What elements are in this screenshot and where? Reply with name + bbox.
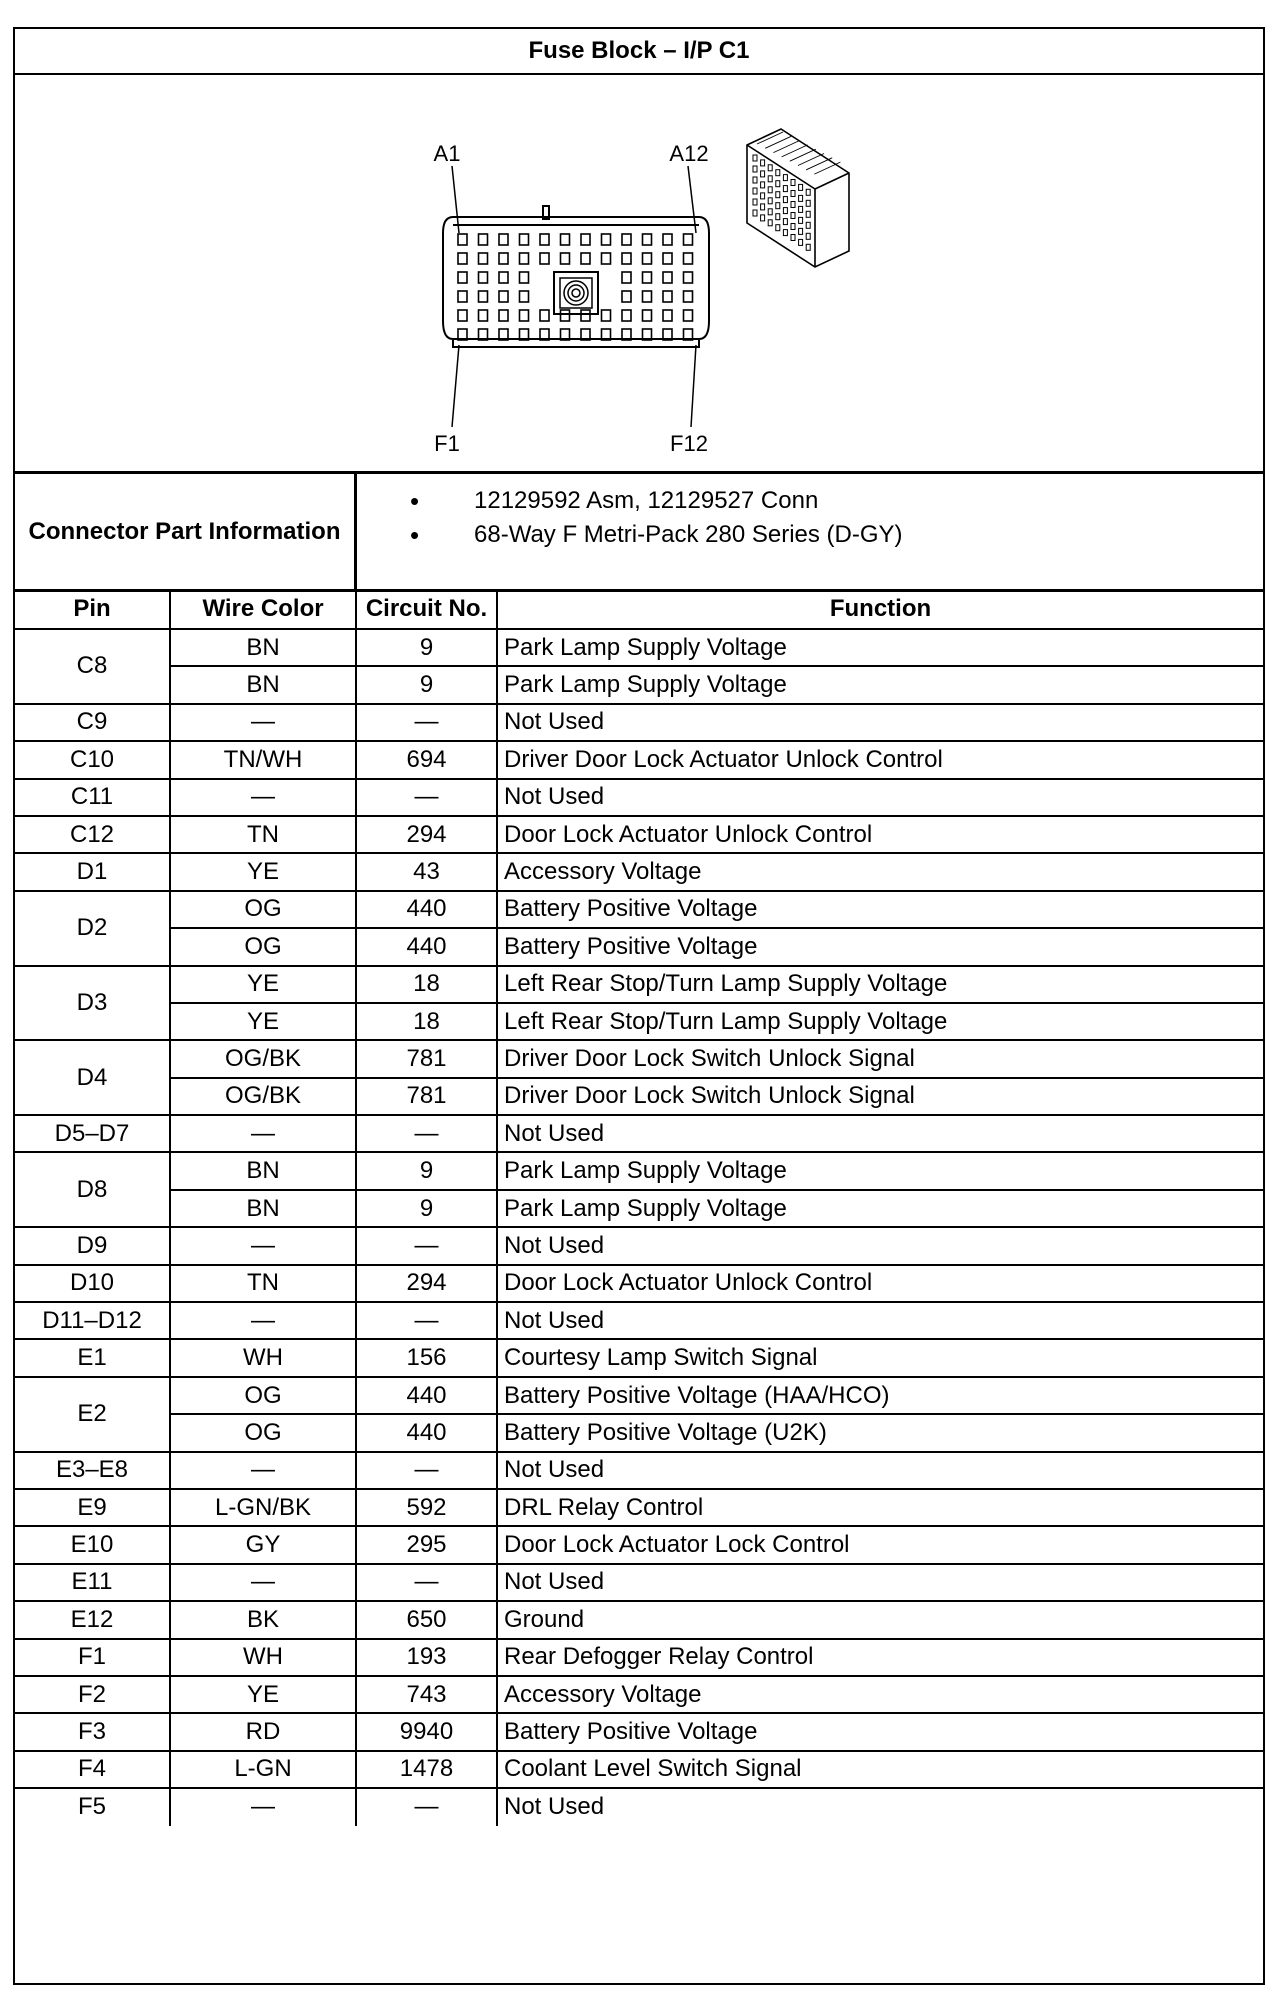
circuit-cell: 9940 bbox=[356, 1713, 497, 1750]
pin-label-a1: A1 bbox=[433, 141, 461, 166]
pin-cavity bbox=[622, 272, 631, 283]
function-cell: Left Rear Stop/Turn Lamp Supply Voltage bbox=[497, 1003, 1263, 1040]
pin-cavity bbox=[663, 291, 672, 302]
iso-pin-cavity bbox=[768, 198, 772, 204]
pin-cavity bbox=[479, 253, 488, 264]
table-row bbox=[15, 966, 1263, 1003]
function-cell: Park Lamp Supply Voltage bbox=[497, 666, 1263, 703]
pin-cavity bbox=[520, 291, 529, 302]
wire-color-cell: TN/WH bbox=[170, 741, 356, 778]
circuit-cell: 156 bbox=[356, 1339, 497, 1376]
circuit-column-header: Circuit No. bbox=[356, 589, 497, 629]
iso-pin-cavity bbox=[806, 233, 810, 239]
circuit-cell: 592 bbox=[356, 1489, 497, 1526]
pin-column-header: Pin bbox=[15, 589, 170, 629]
wire-color-cell: — bbox=[170, 1788, 356, 1825]
connector-body-outline bbox=[443, 217, 709, 347]
circuit-cell: 9 bbox=[356, 1190, 497, 1227]
table-row bbox=[15, 1489, 1263, 1526]
iso-pin-cavity bbox=[776, 192, 780, 198]
pin-cavity bbox=[499, 310, 508, 321]
circuit-cell: 294 bbox=[356, 816, 497, 853]
iso-pin-cavity bbox=[806, 189, 810, 195]
pin-cavity bbox=[643, 310, 652, 321]
pin-cell: D2 bbox=[15, 891, 170, 966]
pin-cavity bbox=[663, 272, 672, 283]
center-cavity-inner bbox=[560, 278, 592, 308]
circuit-cell: 18 bbox=[356, 966, 497, 1003]
pin-table bbox=[15, 589, 1263, 1826]
function-cell: Rear Defogger Relay Control bbox=[497, 1639, 1263, 1676]
table-row bbox=[15, 853, 1263, 890]
iso-pin-cavity bbox=[753, 210, 757, 216]
iso-pin-cavity bbox=[783, 219, 787, 225]
pin-cell: F3 bbox=[15, 1713, 170, 1750]
pin-cavity bbox=[479, 291, 488, 302]
pin-cell: D11–D12 bbox=[15, 1302, 170, 1339]
iso-pin-cavity bbox=[776, 203, 780, 209]
pin-cell: C10 bbox=[15, 741, 170, 778]
circuit-cell: 650 bbox=[356, 1601, 497, 1638]
circuit-cell: 694 bbox=[356, 741, 497, 778]
function-cell: Not Used bbox=[497, 1227, 1263, 1264]
pin-cavity bbox=[458, 253, 467, 264]
connector-part-information-label: Connector Part Information bbox=[15, 474, 357, 589]
pin-cell: D10 bbox=[15, 1265, 170, 1302]
circuit-cell: 193 bbox=[356, 1639, 497, 1676]
leader-line-f1 bbox=[452, 345, 459, 427]
wire-color-cell: BN bbox=[170, 666, 356, 703]
pin-cavity bbox=[499, 253, 508, 264]
pin-cavity bbox=[622, 253, 631, 264]
iso-pin-cavity bbox=[806, 244, 810, 250]
pin-cavity bbox=[622, 310, 631, 321]
pin-cavity bbox=[520, 234, 529, 245]
function-cell: Coolant Level Switch Signal bbox=[497, 1751, 1263, 1788]
pin-cell: C11 bbox=[15, 779, 170, 816]
circuit-cell: — bbox=[356, 1115, 497, 1152]
pin-cell: E3–E8 bbox=[15, 1452, 170, 1489]
pin-cavity bbox=[520, 310, 529, 321]
wire-color-cell: YE bbox=[170, 853, 356, 890]
pin-cavity bbox=[540, 253, 549, 264]
pin-cell: E10 bbox=[15, 1526, 170, 1563]
pin-cavity bbox=[643, 253, 652, 264]
iso-pin-cavity bbox=[768, 176, 772, 182]
pin-cell: E12 bbox=[15, 1601, 170, 1638]
pin-cavity bbox=[458, 272, 467, 283]
table-row bbox=[15, 1601, 1263, 1638]
function-cell: Park Lamp Supply Voltage bbox=[497, 1152, 1263, 1189]
function-cell: Driver Door Lock Switch Unlock Signal bbox=[497, 1040, 1263, 1077]
iso-pin-cavity bbox=[791, 180, 795, 186]
function-cell: Not Used bbox=[497, 779, 1263, 816]
iso-pin-cavity bbox=[783, 175, 787, 181]
pin-cavity bbox=[458, 291, 467, 302]
iso-pin-cavity bbox=[799, 206, 803, 212]
iso-pin-cavity bbox=[753, 177, 757, 183]
wire-color-cell: — bbox=[170, 779, 356, 816]
iso-pin-cavity bbox=[753, 155, 757, 161]
connector-diagram bbox=[15, 73, 1263, 471]
iso-pin-cavity bbox=[761, 204, 765, 210]
pin-cavity bbox=[499, 234, 508, 245]
iso-pin-cavity bbox=[768, 187, 772, 193]
pin-cavity bbox=[561, 310, 570, 321]
function-cell: Driver Door Lock Actuator Unlock Control bbox=[497, 741, 1263, 778]
pin-cell: E2 bbox=[15, 1377, 170, 1452]
pin-cell: E9 bbox=[15, 1489, 170, 1526]
wire-color-cell: GY bbox=[170, 1526, 356, 1563]
iso-pin-cavity bbox=[806, 200, 810, 206]
pin-cavity bbox=[581, 253, 590, 264]
wire-color-cell: BN bbox=[170, 1152, 356, 1189]
iso-pin-cavity bbox=[761, 171, 765, 177]
circuit-cell: — bbox=[356, 1452, 497, 1489]
iso-pin-cavity bbox=[768, 165, 772, 171]
circuit-cell: — bbox=[356, 1227, 497, 1264]
function-cell: Not Used bbox=[497, 1564, 1263, 1601]
wire-color-cell: — bbox=[170, 1302, 356, 1339]
table-row bbox=[15, 1713, 1263, 1750]
function-cell: Driver Door Lock Switch Unlock Signal bbox=[497, 1078, 1263, 1115]
function-cell: Battery Positive Voltage bbox=[497, 928, 1263, 965]
pin-cavity bbox=[602, 310, 611, 321]
iso-pin-cavity bbox=[783, 230, 787, 236]
iso-pin-cavity bbox=[799, 184, 803, 190]
function-cell: Battery Positive Voltage bbox=[497, 1713, 1263, 1750]
circuit-cell: 9 bbox=[356, 629, 497, 666]
table-row bbox=[15, 779, 1263, 816]
pin-cavity bbox=[458, 234, 467, 245]
table-row bbox=[15, 1302, 1263, 1339]
pin-cell: D3 bbox=[15, 966, 170, 1041]
table-row bbox=[15, 1339, 1263, 1376]
circuit-cell: 295 bbox=[356, 1526, 497, 1563]
function-cell: Battery Positive Voltage (HAA/HCO) bbox=[497, 1377, 1263, 1414]
function-cell: Battery Positive Voltage bbox=[497, 891, 1263, 928]
wire-color-cell: WH bbox=[170, 1639, 356, 1676]
circuit-cell: — bbox=[356, 704, 497, 741]
circuit-cell: 440 bbox=[356, 1377, 497, 1414]
wire-color-cell: YE bbox=[170, 1003, 356, 1040]
wire-color-cell: — bbox=[170, 1227, 356, 1264]
function-cell: Not Used bbox=[497, 1302, 1263, 1339]
wire-color-cell: OG/BK bbox=[170, 1040, 356, 1077]
function-cell: DRL Relay Control bbox=[497, 1489, 1263, 1526]
circuit-cell: — bbox=[356, 1564, 497, 1601]
iso-pin-cavity bbox=[791, 213, 795, 219]
iso-pin-cavity bbox=[806, 222, 810, 228]
function-cell: Not Used bbox=[497, 1452, 1263, 1489]
wire-color-cell: OG/BK bbox=[170, 1078, 356, 1115]
table-row bbox=[15, 704, 1263, 741]
center-cavity-ring bbox=[572, 289, 580, 297]
pin-cavity bbox=[479, 272, 488, 283]
circuit-cell: 1478 bbox=[356, 1751, 497, 1788]
pin-cavity bbox=[643, 291, 652, 302]
connector-part-list bbox=[410, 484, 903, 552]
wire-color-cell: OG bbox=[170, 1414, 356, 1451]
pin-cavity bbox=[663, 234, 672, 245]
table-row bbox=[15, 1452, 1263, 1489]
pin-cavity bbox=[540, 234, 549, 245]
pin-cell: F1 bbox=[15, 1639, 170, 1676]
connector-diagram-panel bbox=[15, 73, 1263, 474]
circuit-cell: 9 bbox=[356, 1152, 497, 1189]
function-cell: Door Lock Actuator Unlock Control bbox=[497, 1265, 1263, 1302]
table-row bbox=[15, 1078, 1263, 1115]
leader-line-a12 bbox=[688, 166, 696, 233]
circuit-cell: 440 bbox=[356, 891, 497, 928]
iso-pin-cavity bbox=[768, 209, 772, 215]
table-row bbox=[15, 891, 1263, 928]
pin-label-a12: A12 bbox=[669, 141, 709, 166]
iso-pin-cavity bbox=[799, 195, 803, 201]
table-row bbox=[15, 1003, 1263, 1040]
circuit-cell: 294 bbox=[356, 1265, 497, 1302]
circuit-cell: 781 bbox=[356, 1040, 497, 1077]
function-cell: Not Used bbox=[497, 704, 1263, 741]
pin-cavity bbox=[479, 310, 488, 321]
wire-color-cell: BN bbox=[170, 1190, 356, 1227]
circuit-cell: — bbox=[356, 1302, 497, 1339]
pin-cavity bbox=[643, 234, 652, 245]
connector-isometric-view bbox=[747, 129, 849, 267]
wire-color-cell: BN bbox=[170, 629, 356, 666]
pin-table-header bbox=[15, 589, 1263, 629]
table-row bbox=[15, 1115, 1263, 1152]
pin-cavity bbox=[561, 253, 570, 264]
table-row bbox=[15, 1190, 1263, 1227]
function-cell: Ground bbox=[497, 1601, 1263, 1638]
wire-color-cell: — bbox=[170, 1452, 356, 1489]
iso-pin-cavity bbox=[776, 214, 780, 220]
pin-cavity bbox=[663, 310, 672, 321]
wire-color-cell: BK bbox=[170, 1601, 356, 1638]
pin-cavity bbox=[684, 310, 693, 321]
wire-color-cell: L-GN bbox=[170, 1751, 356, 1788]
pin-cavity bbox=[643, 272, 652, 283]
iso-pin-cavity bbox=[776, 225, 780, 231]
circuit-cell: 18 bbox=[356, 1003, 497, 1040]
pin-cell: D9 bbox=[15, 1227, 170, 1264]
iso-pin-cavity bbox=[783, 208, 787, 214]
table-row bbox=[15, 666, 1263, 703]
table-row bbox=[15, 1751, 1263, 1788]
pin-cavity bbox=[684, 253, 693, 264]
pin-cavity bbox=[684, 272, 693, 283]
center-cavity-ring bbox=[568, 285, 584, 301]
leader-line-a1 bbox=[452, 166, 459, 233]
function-cell: Door Lock Actuator Lock Control bbox=[497, 1526, 1263, 1563]
iso-pin-cavity bbox=[799, 239, 803, 245]
wire-color-cell: WH bbox=[170, 1339, 356, 1376]
iso-pin-cavity bbox=[753, 199, 757, 205]
pin-cavity bbox=[622, 291, 631, 302]
wire-color-cell: RD bbox=[170, 1713, 356, 1750]
iso-pin-cavity bbox=[761, 193, 765, 199]
table-row bbox=[15, 1788, 1263, 1825]
circuit-cell: 743 bbox=[356, 1676, 497, 1713]
wire-color-cell: OG bbox=[170, 891, 356, 928]
table-row bbox=[15, 1564, 1263, 1601]
table-row bbox=[15, 1152, 1263, 1189]
circuit-cell: — bbox=[356, 779, 497, 816]
table-row bbox=[15, 1676, 1263, 1713]
iso-pin-cavity bbox=[761, 160, 765, 166]
iso-pin-cavity bbox=[776, 170, 780, 176]
leader-line-f12 bbox=[691, 345, 696, 427]
pin-cavity bbox=[540, 310, 549, 321]
wire-color-cell: YE bbox=[170, 966, 356, 1003]
pin-cell: C12 bbox=[15, 816, 170, 853]
wire-color-cell: OG bbox=[170, 928, 356, 965]
pin-cell: E1 bbox=[15, 1339, 170, 1376]
connector-face bbox=[443, 166, 709, 427]
function-column-header: Function bbox=[497, 589, 1263, 629]
connector-part-item: • 12129592 Asm, 12129527 Conn bbox=[410, 484, 903, 518]
iso-pin-cavity bbox=[791, 235, 795, 241]
connector-part-item: • 68-Way F Metri-Pack 280 Series (D-GY) bbox=[410, 518, 903, 552]
pin-cavity bbox=[458, 310, 467, 321]
iso-pin-cavity bbox=[761, 215, 765, 221]
table-row bbox=[15, 1414, 1263, 1451]
iso-pin-cavity bbox=[776, 181, 780, 187]
pin-label-f12: F12 bbox=[670, 431, 708, 456]
function-cell: Accessory Voltage bbox=[497, 1676, 1263, 1713]
pin-cell: D8 bbox=[15, 1152, 170, 1227]
circuit-cell: 43 bbox=[356, 853, 497, 890]
iso-pin-cavity bbox=[768, 220, 772, 226]
table-row bbox=[15, 1227, 1263, 1264]
pin-cavity bbox=[663, 253, 672, 264]
function-cell: Courtesy Lamp Switch Signal bbox=[497, 1339, 1263, 1376]
function-cell: Park Lamp Supply Voltage bbox=[497, 1190, 1263, 1227]
pin-label-f1: F1 bbox=[434, 431, 460, 456]
wire-color-cell: — bbox=[170, 1115, 356, 1152]
connector-part-information bbox=[15, 474, 1263, 592]
iso-pin-cavity bbox=[753, 166, 757, 172]
wire-color-cell: OG bbox=[170, 1377, 356, 1414]
table-row bbox=[15, 741, 1263, 778]
wire-color-column-header: Wire Color bbox=[170, 589, 356, 629]
table-row bbox=[15, 1639, 1263, 1676]
pin-cavity bbox=[499, 291, 508, 302]
wire-color-cell: — bbox=[170, 704, 356, 741]
table-row bbox=[15, 1265, 1263, 1302]
iso-pin-cavity bbox=[799, 228, 803, 234]
pin-cavity bbox=[684, 234, 693, 245]
pin-cavity bbox=[684, 291, 693, 302]
circuit-cell: — bbox=[356, 1788, 497, 1825]
table-row bbox=[15, 1377, 1263, 1414]
function-cell: Left Rear Stop/Turn Lamp Supply Voltage bbox=[497, 966, 1263, 1003]
wire-color-cell: L-GN/BK bbox=[170, 1489, 356, 1526]
circuit-cell: 440 bbox=[356, 928, 497, 965]
pin-cavity bbox=[479, 234, 488, 245]
pin-cell: D4 bbox=[15, 1040, 170, 1115]
function-cell: Park Lamp Supply Voltage bbox=[497, 629, 1263, 666]
pin-cavity bbox=[602, 253, 611, 264]
iso-pin-cavity bbox=[791, 191, 795, 197]
function-cell: Not Used bbox=[497, 1115, 1263, 1152]
circuit-cell: 781 bbox=[356, 1078, 497, 1115]
circuit-cell: 440 bbox=[356, 1414, 497, 1451]
pin-cell: E11 bbox=[15, 1564, 170, 1601]
pin-cell: D1 bbox=[15, 853, 170, 890]
pin-cavity bbox=[581, 234, 590, 245]
iso-pin-cavity bbox=[791, 202, 795, 208]
pin-cell: C8 bbox=[15, 629, 170, 704]
table-row bbox=[15, 1526, 1263, 1563]
pin-cell: F4 bbox=[15, 1751, 170, 1788]
pin-cell: D5–D7 bbox=[15, 1115, 170, 1152]
function-cell: Accessory Voltage bbox=[497, 853, 1263, 890]
pin-cavity bbox=[561, 234, 570, 245]
wire-color-cell: YE bbox=[170, 1676, 356, 1713]
pin-cell: C9 bbox=[15, 704, 170, 741]
function-cell: Not Used bbox=[497, 1788, 1263, 1825]
wire-color-cell: TN bbox=[170, 816, 356, 853]
table-row bbox=[15, 928, 1263, 965]
pin-cavity bbox=[499, 272, 508, 283]
iso-pin-cavity bbox=[791, 224, 795, 230]
iso-pin-cavity bbox=[783, 186, 787, 192]
connector-sheet bbox=[13, 27, 1265, 1985]
iso-pin-cavity bbox=[806, 211, 810, 217]
pin-cavity bbox=[520, 272, 529, 283]
pin-cell: F5 bbox=[15, 1788, 170, 1825]
iso-pin-cavity bbox=[783, 197, 787, 203]
pin-cavity bbox=[520, 253, 529, 264]
table-row bbox=[15, 629, 1263, 666]
table-row bbox=[15, 1040, 1263, 1077]
wire-color-cell: TN bbox=[170, 1265, 356, 1302]
pin-cell: F2 bbox=[15, 1676, 170, 1713]
iso-pin-cavity bbox=[753, 188, 757, 194]
pin-cavity bbox=[581, 310, 590, 321]
iso-pin-cavity bbox=[799, 217, 803, 223]
wire-color-cell: — bbox=[170, 1564, 356, 1601]
pin-cavity bbox=[602, 234, 611, 245]
function-cell: Battery Positive Voltage (U2K) bbox=[497, 1414, 1263, 1451]
circuit-cell: 9 bbox=[356, 666, 497, 703]
function-cell: Door Lock Actuator Unlock Control bbox=[497, 816, 1263, 853]
page-title: Fuse Block – I/P C1 bbox=[15, 29, 1263, 75]
table-row bbox=[15, 816, 1263, 853]
pin-cavity bbox=[622, 234, 631, 245]
iso-pin-cavity bbox=[761, 182, 765, 188]
